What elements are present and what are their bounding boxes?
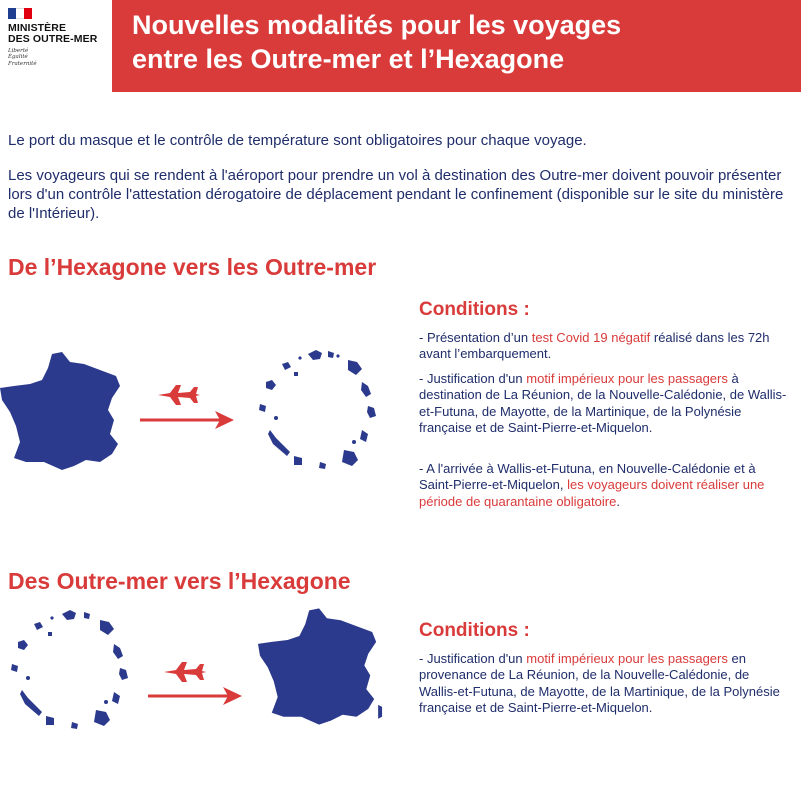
section2-conditions-title: Conditions :	[419, 620, 530, 641]
arrow-right-icon	[148, 685, 243, 707]
french-flag-icon	[8, 8, 32, 19]
page-title-line2: entre les Outre-mer et l’Hexagone	[132, 44, 565, 74]
title-banner	[112, 0, 801, 92]
section2-heading: Des Outre-mer vers l’Hexagone	[8, 568, 351, 594]
highlight-text: motif impérieux pour les passagers	[526, 651, 728, 666]
text-part: - A l'arrivée à Wallis-et-Futuna, en Nouvelle-Calédonie et à Saint-Pierre-et-Miquelon,	[419, 461, 756, 493]
page-title	[132, 8, 621, 76]
highlight-text: motif impérieux pour les passagers	[526, 371, 728, 386]
arrow-right-icon	[140, 409, 235, 431]
motto-fraternite: Fraternité	[8, 60, 37, 67]
france-map-icon	[258, 604, 386, 732]
ministry-name-line2: DES OUTRE-MER	[8, 33, 98, 45]
highlight-text: test Covid 19 négatif	[531, 330, 651, 345]
section2-condition-motive	[419, 651, 789, 717]
section1-conditions-title: Conditions :	[419, 299, 530, 320]
section1-condition-quarantine	[419, 461, 789, 510]
page-title-line1: Nouvelles modalités pour les voyages	[132, 10, 622, 40]
highlight-text: les voyageurs doivent réaliser une période de quarantaine obligatoire	[419, 477, 765, 509]
motto-egalite: Égalité	[8, 54, 28, 61]
text-part: en provenance de La Réunion, de la Nouvelle-Calédonie, de Wallis-et-Futuna, de Mayotte, de la Martinique, de la Polynésie française et de Saint-Pierre-et-Miquelon.	[419, 651, 780, 716]
text-part: - Justification d'un	[419, 371, 527, 386]
text-part: - Présentation d’un	[419, 330, 532, 345]
section1-heading: De l’Hexagone vers les Outre-mer	[8, 254, 377, 280]
intro-paragraph-attestation: Les voyageurs qui se rendent à l'aéroport pour prendre un vol à destination des Outre-mer doivent pouvoir présenter lors d'un contrôle l'attestation dérogatoire de déplacement pendant le confinement (disponible sur le site du ministère de l'Intérieur).	[8, 167, 784, 222]
text-part: - Justification d'un	[419, 651, 527, 666]
text-part: réalisé dans les 72h avant l’embarquement.	[419, 330, 770, 362]
overseas-territories-ring-icon	[250, 346, 390, 476]
text-part: .	[616, 493, 620, 509]
ministry-name	[8, 23, 97, 45]
france-map-icon	[0, 350, 130, 475]
airplane-icon	[162, 661, 206, 683]
ministry-name-line1: MINISTÈRE	[8, 22, 67, 34]
section1-condition-motive	[419, 371, 789, 437]
intro-paragraph-mask: Le port du masque et le contrôle de température sont obligatoires pour chaque voyage.	[8, 132, 587, 149]
text-part: à destination de La Réunion, de la Nouvelle-Calédonie, de Wallis-et-Futuna, de Mayotte, de la Martinique, de la Polynésie française et de Saint-Pierre-et-Miquelon.	[419, 371, 787, 436]
overseas-territories-ring-icon	[4, 608, 144, 736]
republic-motto	[8, 48, 37, 67]
airplane-icon	[156, 384, 200, 406]
motto-liberte: Liberté	[8, 48, 29, 54]
section1-condition-covid-test	[419, 330, 789, 363]
ministry-logo	[0, 0, 112, 92]
